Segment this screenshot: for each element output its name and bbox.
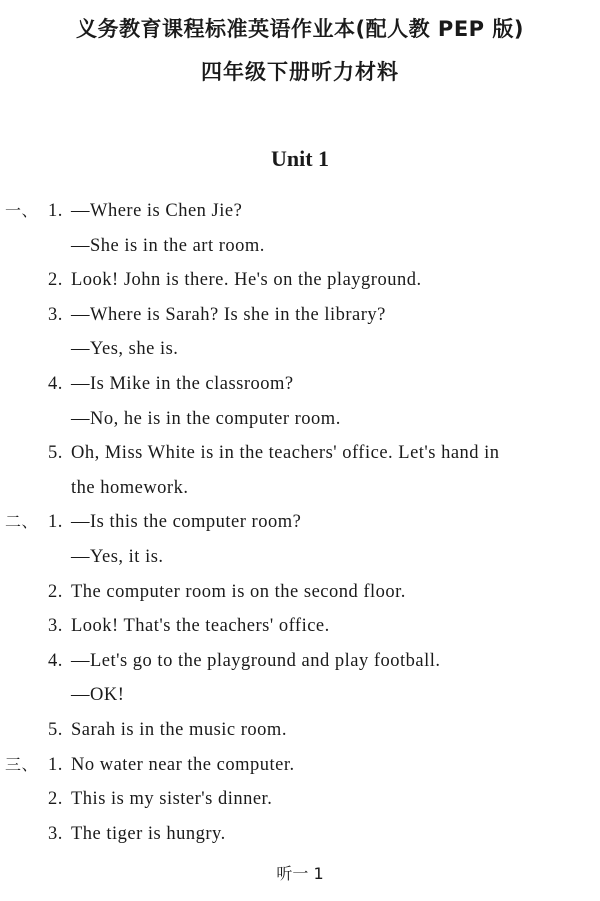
item-text: —Yes, she is. bbox=[71, 339, 179, 360]
item-text: The tiger is hungry. bbox=[71, 823, 226, 844]
item-number: 2. bbox=[48, 789, 63, 810]
transcript-line bbox=[0, 196, 600, 231]
item-number: 3. bbox=[48, 304, 63, 325]
item-number: 5. bbox=[48, 719, 63, 740]
item-text: Look! That's the teachers' office. bbox=[71, 616, 330, 637]
transcript-line bbox=[0, 750, 600, 785]
transcript-line bbox=[0, 473, 600, 508]
transcript-line bbox=[0, 819, 600, 854]
item-number: 1. bbox=[48, 512, 63, 533]
item-text: Sarah is in the music room. bbox=[71, 719, 287, 740]
transcript-line bbox=[0, 784, 600, 819]
page-number: 听一 1 bbox=[276, 864, 324, 883]
document-subtitle: 四年级下册听力材料 bbox=[201, 60, 399, 84]
item-text: —Where is Chen Jie? bbox=[71, 201, 243, 221]
item-number: 4. bbox=[48, 373, 63, 394]
item-text: The computer room is on the second floor. bbox=[71, 581, 406, 602]
item-text: —She is in the art room. bbox=[71, 235, 265, 256]
section-label: 三、 bbox=[5, 754, 39, 774]
transcript-line bbox=[0, 646, 600, 681]
item-text: Look! John is there. He's on the playground. bbox=[71, 270, 422, 291]
item-text: —Yes, it is. bbox=[71, 546, 164, 567]
item-number: 1. bbox=[48, 754, 63, 775]
item-text: —No, he is in the computer room. bbox=[71, 408, 341, 429]
item-number: 2. bbox=[48, 581, 63, 602]
listening-transcript bbox=[0, 196, 600, 853]
transcript-line bbox=[0, 334, 600, 369]
transcript-line bbox=[0, 611, 600, 646]
transcript-line bbox=[0, 265, 600, 300]
transcript-line bbox=[0, 300, 600, 335]
item-text: —OK! bbox=[71, 685, 125, 706]
transcript-line bbox=[0, 542, 600, 577]
transcript-line bbox=[0, 577, 600, 612]
transcript-line bbox=[0, 715, 600, 750]
item-text: No water near the computer. bbox=[71, 754, 295, 775]
item-text: —Let's go to the playground and play football. bbox=[71, 650, 441, 671]
item-text: the homework. bbox=[71, 477, 189, 498]
item-text: —Is this the computer room? bbox=[71, 512, 302, 533]
item-text: Oh, Miss White is in the teachers' office. Let's hand in bbox=[71, 443, 500, 464]
item-number: 4. bbox=[48, 650, 63, 671]
section-label: 二、 bbox=[5, 512, 39, 532]
item-text: —Where is Sarah? Is she in the library? bbox=[71, 304, 386, 325]
transcript-line bbox=[0, 404, 600, 439]
unit-heading: Unit 1 bbox=[270, 146, 330, 171]
item-number: 3. bbox=[48, 616, 63, 637]
transcript-line bbox=[0, 507, 600, 542]
transcript-line bbox=[0, 680, 600, 715]
item-text: This is my sister's dinner. bbox=[71, 789, 273, 810]
item-number: 5. bbox=[48, 443, 63, 464]
item-text: —Is Mike in the classroom? bbox=[71, 373, 294, 394]
item-number: 1. bbox=[48, 201, 63, 221]
section-label: 一、 bbox=[5, 201, 39, 220]
item-number: 3. bbox=[48, 823, 63, 844]
item-number: 2. bbox=[48, 270, 63, 291]
document-title: 义务教育课程标准英语作业本(配人教 PEP 版) bbox=[76, 17, 524, 41]
transcript-line bbox=[0, 231, 600, 266]
transcript-line bbox=[0, 369, 600, 404]
transcript-line bbox=[0, 438, 600, 473]
